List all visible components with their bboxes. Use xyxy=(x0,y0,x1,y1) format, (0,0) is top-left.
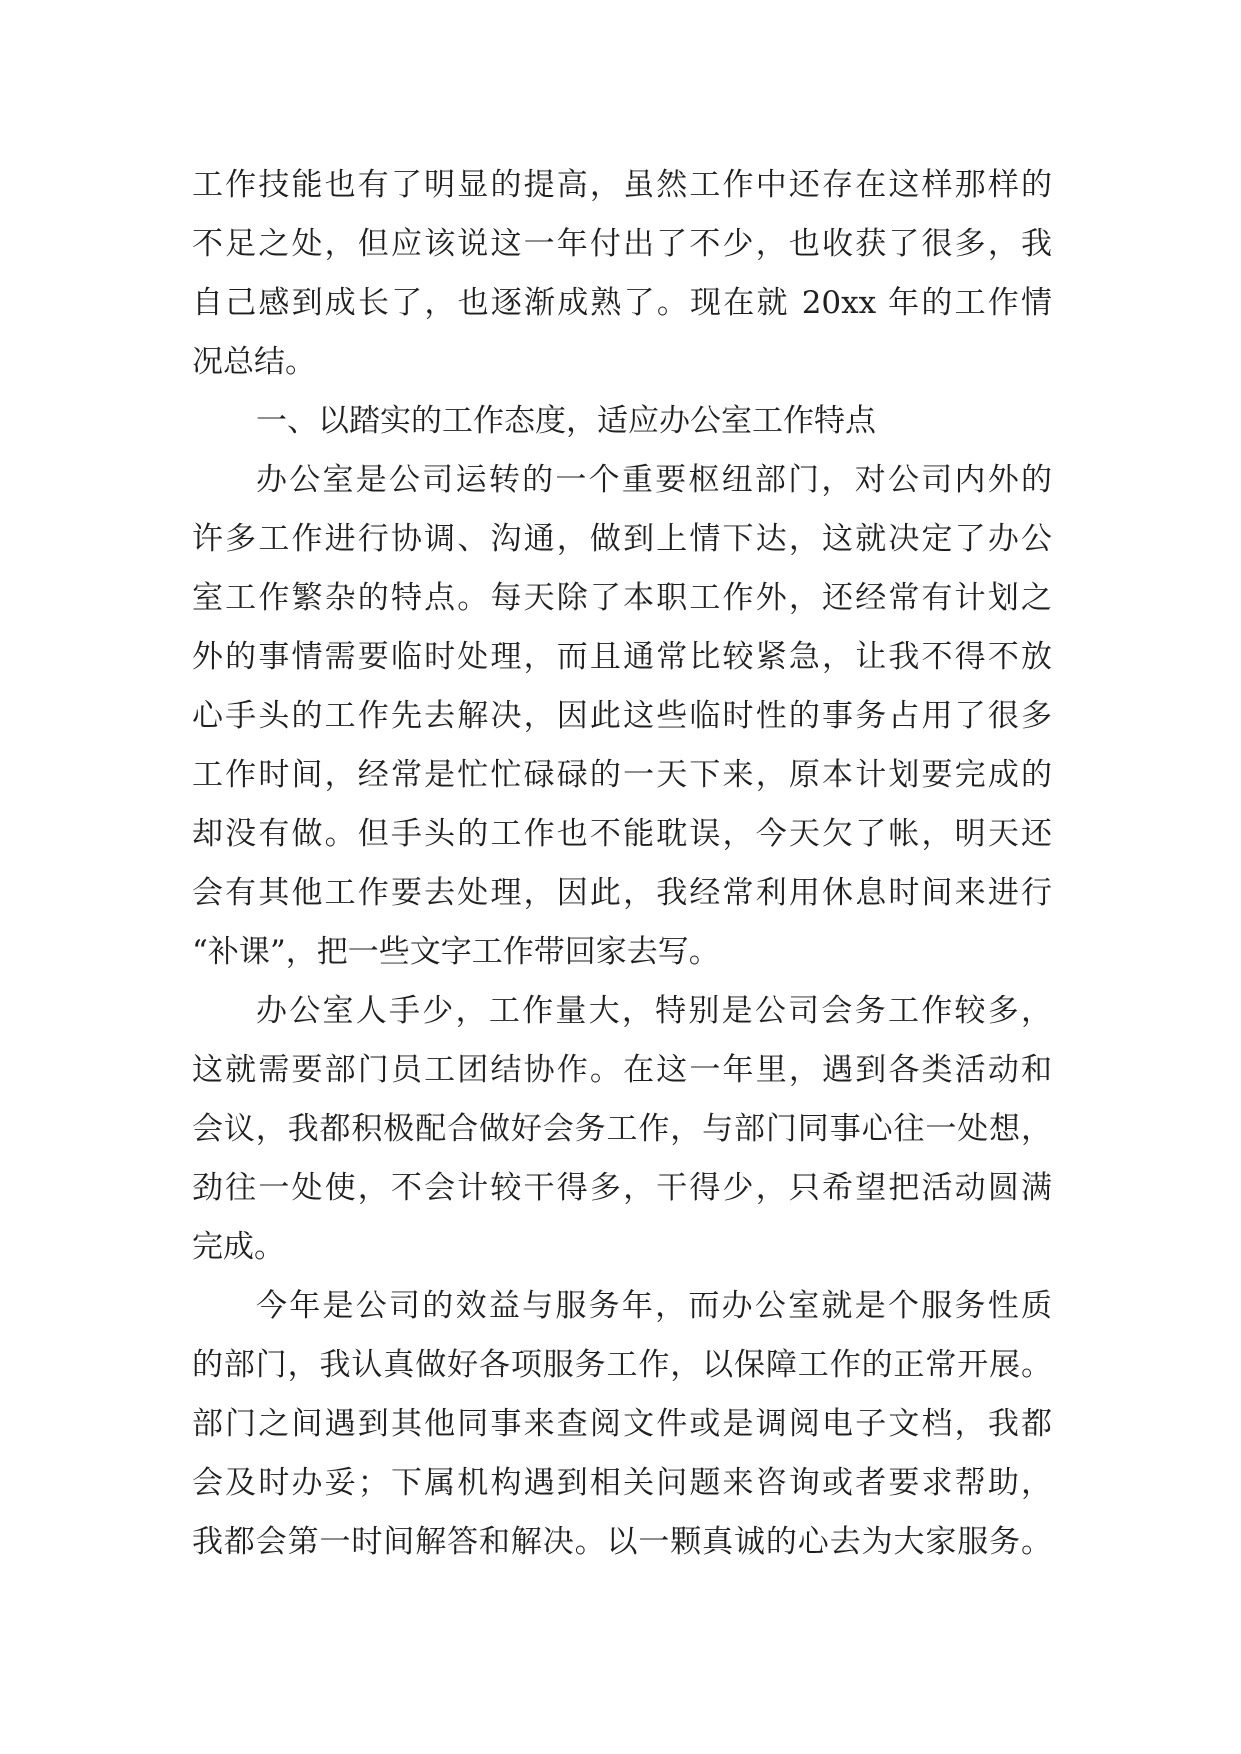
text-line: 工作技能也有了明显的提高，虽然工作中还存在这样那样的 xyxy=(192,167,1052,203)
text-line: 会有其他工作要去处理，因此，我经常利用休息时间来进行 xyxy=(192,875,1052,911)
document-body xyxy=(192,156,1052,1572)
text-line: 外的事情需要临时处理，而且通常比较紧急，让我不得不放 xyxy=(192,639,1052,675)
text-line: 办公室人手少，工作量大，特别是公司会务工作较多， xyxy=(256,993,1052,1029)
text-line: 办公室是公司运转的一个重要枢纽部门，对公司内外的 xyxy=(256,462,1052,498)
text-line: 会议，我都积极配合做好会务工作，与部门同事心往一处想， xyxy=(192,1111,1052,1147)
section-heading: 一、以踏实的工作态度，适应办公室工作特点 xyxy=(256,403,876,439)
text-line: 却没有做。但手头的工作也不能耽误，今天欠了帐，明天还 xyxy=(192,816,1052,852)
text-line: 室工作繁杂的特点。每天除了本职工作外，还经常有计划之 xyxy=(192,580,1052,616)
text-line: 会及时办妥；下属机构遇到相关问题来咨询或者要求帮助， xyxy=(192,1465,1052,1501)
text-line: 完成。 xyxy=(192,1229,285,1265)
text-line: “补课”，把一些文字工作带回家去写。 xyxy=(192,934,720,970)
text-line: 不足之处，但应该说这一年付出了不少，也收获了很多，我 xyxy=(192,226,1052,262)
text-line: 劲往一处使，不会计较干得多，干得少，只希望把活动圆满 xyxy=(192,1170,1052,1206)
text-line: 部门之间遇到其他同事来查阅文件或是调阅电子文档，我都 xyxy=(192,1406,1052,1442)
text-line: 自己感到成长了，也逐渐成熟了。现在就 20xx 年的工作情 xyxy=(192,285,1052,321)
text-line: 况总结。 xyxy=(192,344,316,380)
text-line: 今年是公司的效益与服务年，而办公室就是个服务性质 xyxy=(256,1288,1052,1324)
text-line: 的部门，我认真做好各项服务工作，以保障工作的正常开展。 xyxy=(192,1347,1052,1383)
text-line: 我都会第一时间解答和解决。以一颗真诚的心去为大家服务。 xyxy=(192,1524,1052,1560)
text-line: 工作时间，经常是忙忙碌碌的一天下来，原本计划要完成的 xyxy=(192,757,1052,793)
text-line: 这就需要部门员工团结协作。在这一年里，遇到各类活动和 xyxy=(192,1052,1052,1088)
text-line: 许多工作进行协调、沟通，做到上情下达，这就决定了办公 xyxy=(192,521,1052,557)
text-line: 心手头的工作先去解决，因此这些临时性的事务占用了很多 xyxy=(192,698,1052,734)
